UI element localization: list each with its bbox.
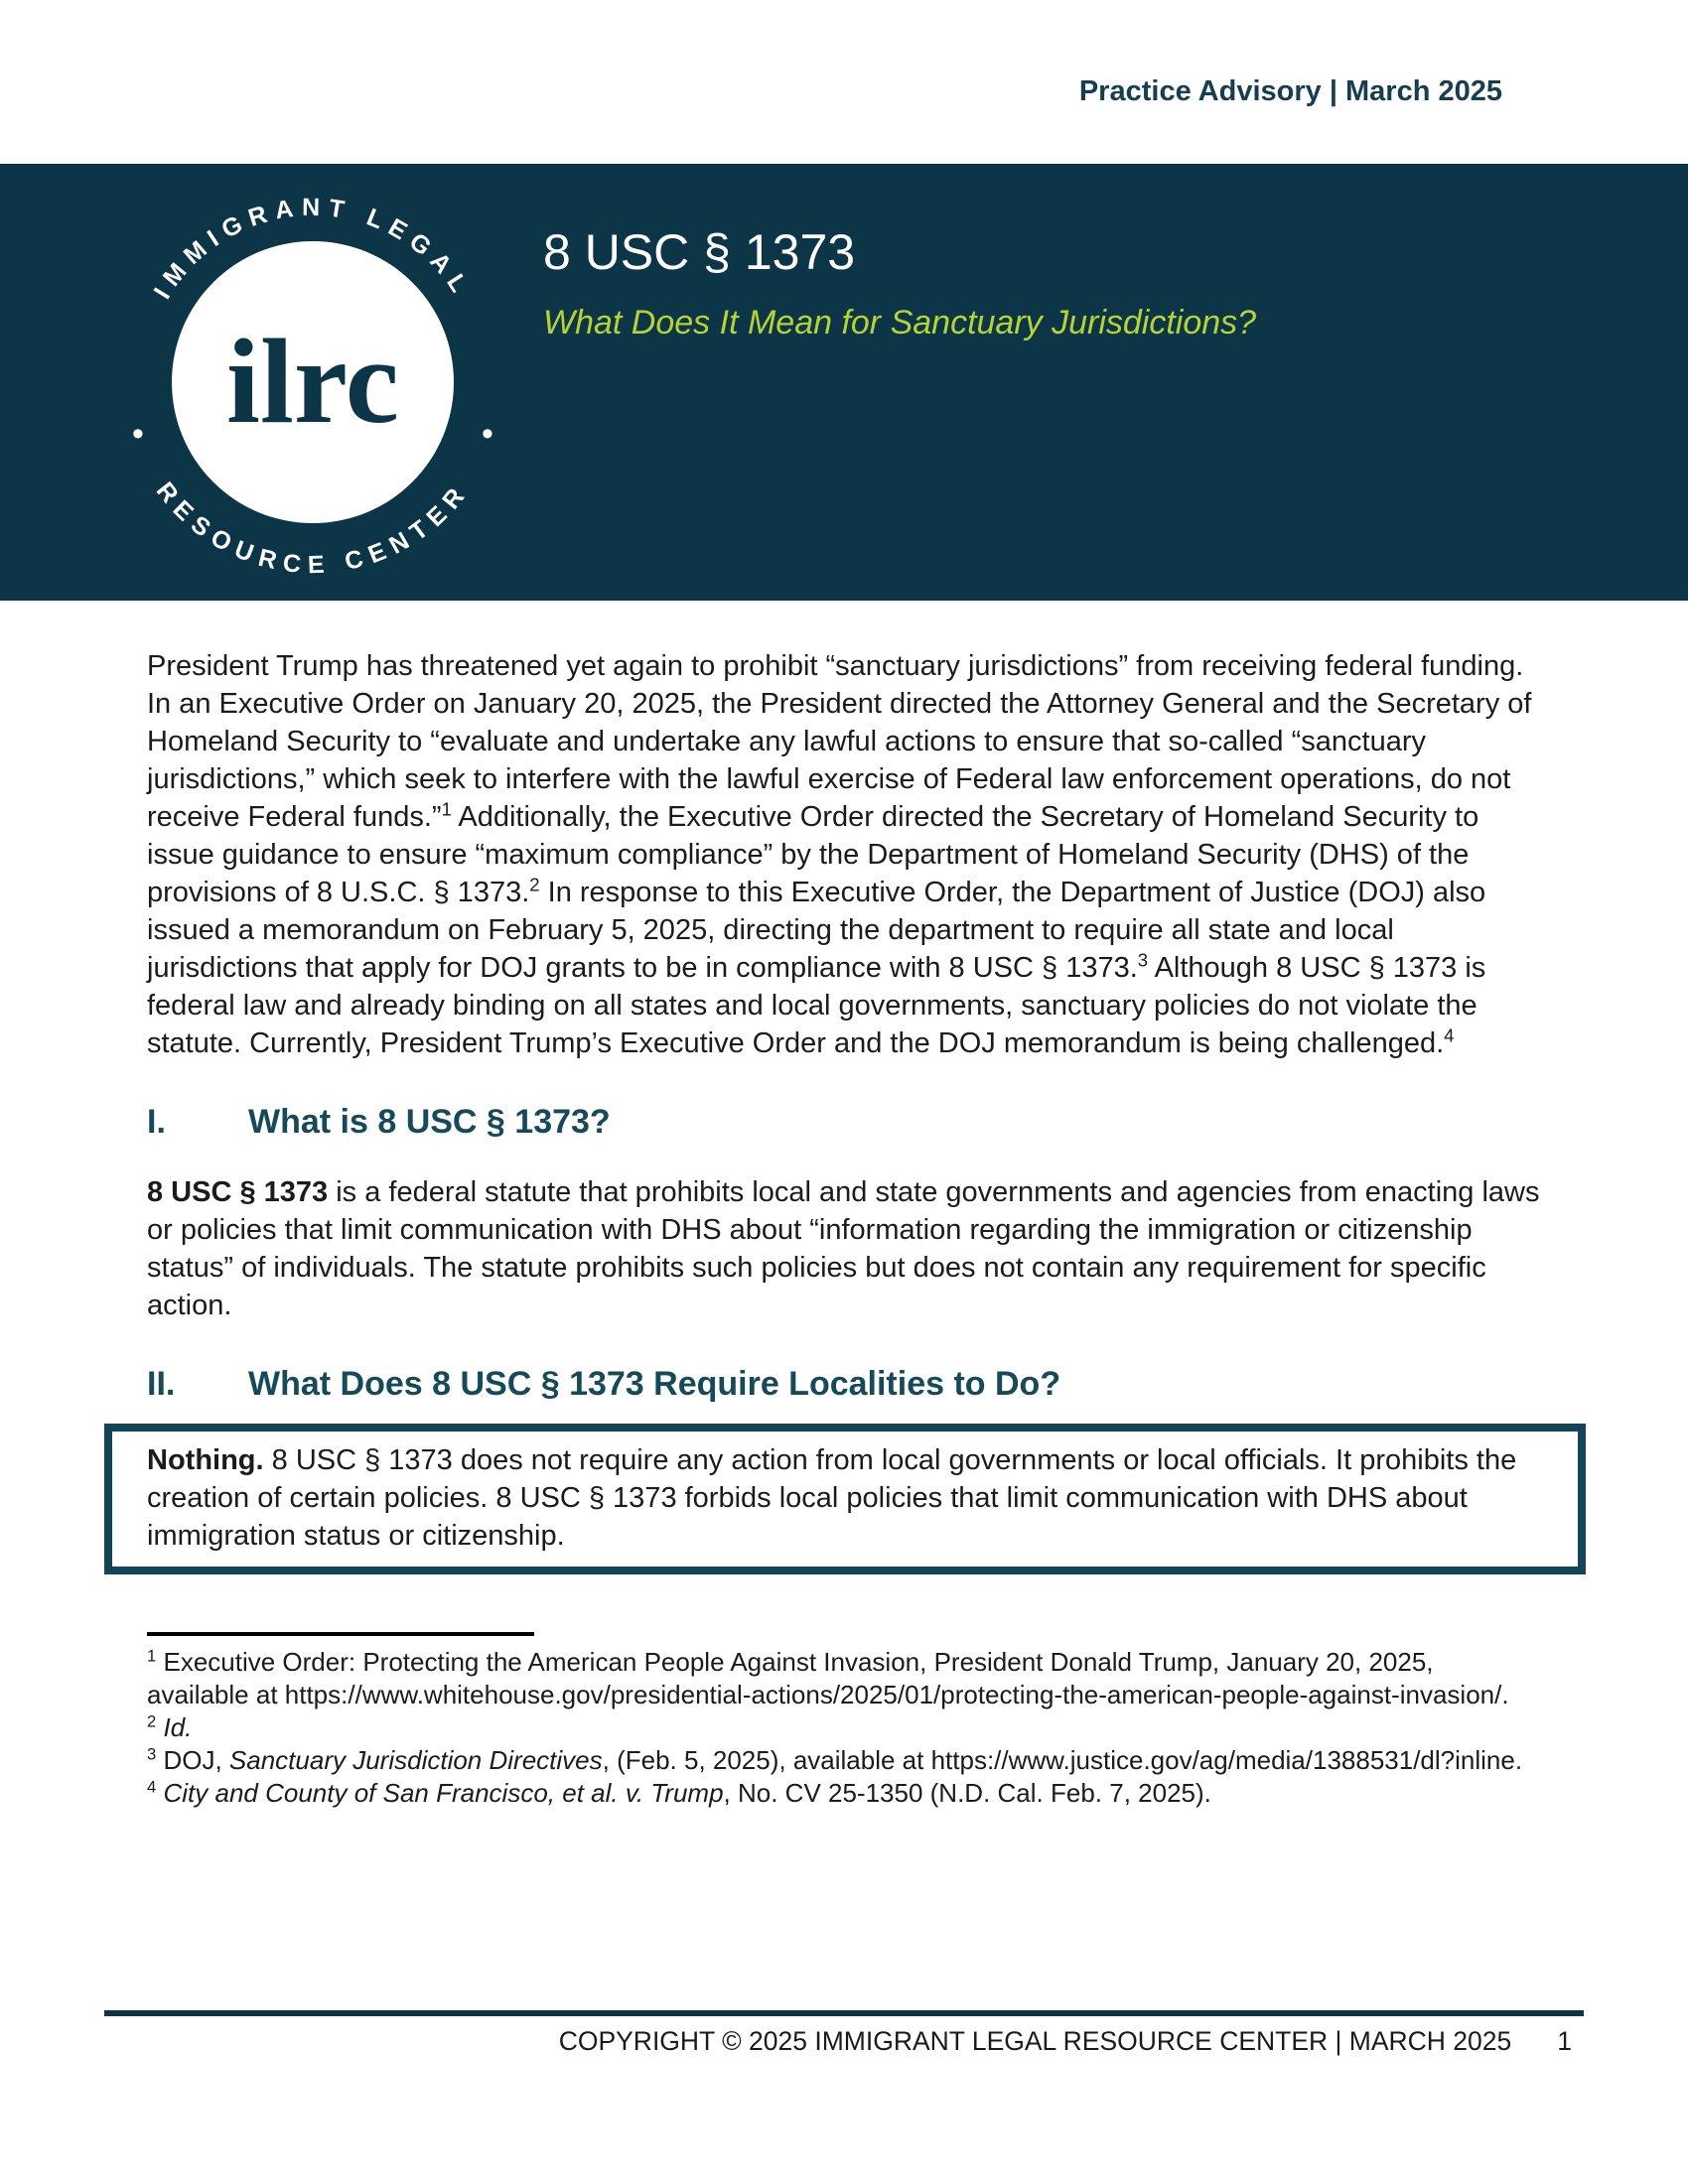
logo-arc-top-text: IMMIGRANT LEGAL [148,193,478,305]
document-body [147,647,1541,1810]
logo-dot-left: • [132,415,144,453]
ilrc-logo [94,164,531,601]
footnote-1 [147,1646,1541,1711]
footnote-text: City and County of San Francisco, et al. v. Trump, No. CV 25-1350 (N.D. Cal. Feb. 7, 2025). [163,1778,1211,1808]
title-banner [0,164,1688,601]
banner-text [543,223,1256,342]
footnote-separator [147,1632,534,1636]
footnote-2 [147,1711,1541,1744]
footnote-text: Id. [163,1712,193,1742]
logo-arc-bottom-text: RESOURCE CENTER [150,477,476,580]
callout-text: Nothing. 8 USC § 1373 does not require any action from local governments or local officials. It prohibits the creation of certain policies. 8 USC § 1373 forbids local policies that limit communication with DHS about immigration status or citizenship. [147,1444,1517,1552]
logo-dot-right: • [482,415,493,453]
nothing-callout-box [104,1424,1586,1574]
section-number: I. [147,1103,166,1141]
footnote-text: Executive Order: Protecting the American People Against Invasion, President Donald Trump, January 20, 2025, available at https://www.whitehouse.gov/presidential-actions/2025/01/protecting-the-american-people-against-invasion/. [147,1647,1509,1709]
intro-paragraph: President Trump has threatened yet again to prohibit “sanctuary jurisdictions” from receiving federal funding. In an Executive Order on January 20, 2025, the President directed the Attorney General and the Secretary of Homeland Security to “evaluate and undertake any lawful actions to ensure that so-called “sanctuary jurisdictions,” which seek to interfere with the lawful exercise of Federal law enforcement operations, do not receive Federal funds.”$^1$ Additionally, the Executive Order directed the Secretary of Homeland Security to issue guidance to ensure “maximum compliance” by the Department of Homeland Security (DHS) of the provisions of 8 U.S.C. § 1373.$^2$ In response to this Executive Order, the Department of Justice (DOJ) also issued a memorandum on February 5, 2025, directing the department to require all state and local jurisdictions that apply for DOJ grants to be in compliance with 8 USC § 1373.$^3$ Although 8 USC § 1373 is federal law and already binding on all states and local governments, sanctuary policies do not violate the statute. Currently, President Trump’s Executive Order and the DOJ memorandum is being challenged.$^4$ [147,650,1532,1059]
copyright-text: COPYRIGHT © 2025 IMMIGRANT LEGAL RESOURCE CENTER | MARCH 2025 [558,2026,1512,2056]
section-1-paragraph: 8 USC § 1373 is a federal statute that prohibits local and state governments and agencies from enacting laws or policies that limit communication with DHS about “information regarding the immigration or citizenship status” of individuals. The statute prohibits such policies but does not contain any requirement for specific action. [147,1176,1540,1321]
footnote-4 [147,1777,1541,1810]
footnote-text: DOJ, Sanctuary Jurisdiction Directives, (Feb. 5, 2025), available at https://www.justice.gov/ag/media/1388531/dl?inline. [156,1745,1523,1775]
footnote-marker: 3 [147,1744,157,1764]
document-subtitle: What Does It Mean for Sanctuary Jurisdictions? [543,304,1257,341]
section-number: II. [147,1365,176,1403]
document-title: 8 USC § 1373 [543,224,856,280]
logo-wordmark: ilrc [226,315,399,449]
footnote-marker: 2 [147,1711,157,1731]
section-heading-1 [147,1100,1541,1144]
section-title: What is 8 USC § 1373? [248,1103,611,1141]
section-title: What Does 8 USC § 1373 Require Localities to Do? [248,1365,1061,1403]
page-number: 1 [1557,2026,1572,2056]
page-footer [104,2010,1584,2057]
ilrc-logo-icon [94,164,531,601]
footnotes [147,1632,1541,1810]
section-heading-2 [147,1362,1541,1406]
footnote-marker: 1 [147,1646,157,1666]
practice-advisory-header: Practice Advisory | March 2025 [1078,75,1502,107]
footnote-marker: 4 [147,1777,157,1797]
footnote-3 [147,1744,1541,1777]
